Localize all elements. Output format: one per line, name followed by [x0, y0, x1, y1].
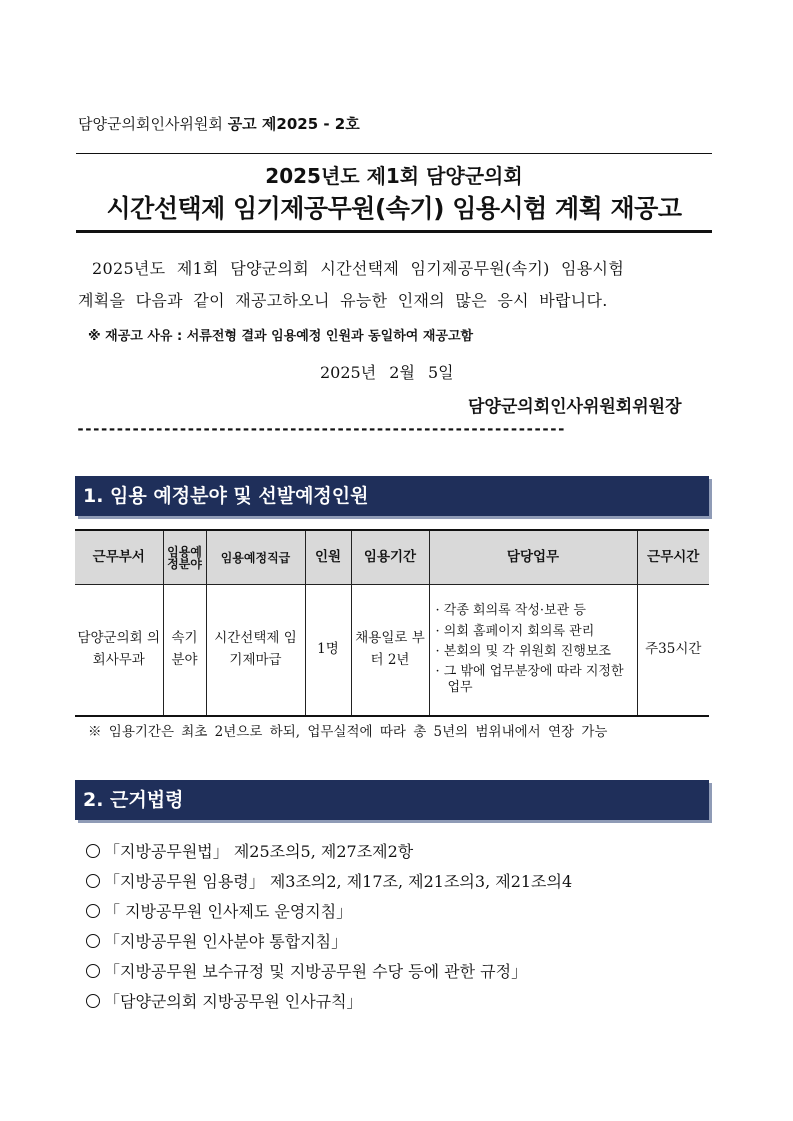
notice-body-line1: 2025년도 제1회 담양군의회 시간선택제 임기제공무원(속기) 임용시험	[92, 259, 625, 278]
law-text: 「지방공무원 임용령」 제3조의2, 제17조, 제21조의3, 제21조의4	[104, 872, 573, 891]
cell-department: 담양군의회 의회사무과	[75, 585, 163, 717]
notice-title-line2: 시간선택제 임기제공무원(속기) 임용시험 계획 재공고	[106, 194, 682, 223]
header-field: 임용예정분야	[163, 530, 206, 585]
header-duties: 담당업무	[429, 530, 637, 585]
list-item	[86, 988, 572, 1018]
list-item	[86, 868, 572, 898]
list-item	[86, 928, 572, 958]
top-rule	[76, 153, 712, 154]
circle-bullet-icon	[86, 994, 100, 1008]
notice-body-line2: 계획을 다음과 같이 재공고하오니 유능한 인재의 많은 응시 바랍니다.	[78, 291, 608, 310]
cell-duties	[429, 585, 637, 717]
issuer-name: 담양군의회인사위원회	[78, 115, 223, 133]
notice-title-line1: 2025년도 제1회 담양군의회	[265, 164, 523, 188]
notice-issuer-line	[78, 113, 360, 134]
reannouncement-reason: ※ 재공고 사유 : 서류전형 결과 임용예정 인원과 동일하여 재공고함	[88, 329, 474, 344]
circle-bullet-icon	[86, 874, 100, 888]
law-text: 「지방공무원 보수규정 및 지방공무원 수당 등에 관한 규정」	[104, 962, 528, 981]
law-text: 「담양군의회 지방공무원 인사규칙」	[104, 992, 363, 1011]
table-footnote: ※ 임용기간은 최초 2년으로 하되, 업무실적에 따라 총 5년의 범위내에서 연장 가능	[88, 724, 608, 740]
table-header-row	[75, 530, 709, 585]
cell-grade: 시간선택제 임기제마급	[206, 585, 305, 717]
header-hours: 근무시간	[637, 530, 709, 585]
table-row	[75, 585, 709, 717]
section1-header: 1. 임용 예정분야 및 선발예정인원	[75, 476, 709, 516]
section2-header: 2. 근거법령	[75, 780, 709, 820]
cell-period: 채용일로 부터 2년	[351, 585, 429, 717]
circle-bullet-icon	[86, 934, 100, 948]
list-item: · 그 밖에 업무분장에 따라 지정한 업무	[435, 664, 624, 696]
positions-table	[75, 529, 709, 717]
header-department: 근무부서	[75, 530, 163, 585]
duties-list	[432, 603, 635, 696]
title-underline	[76, 230, 712, 233]
header-period: 임용기간	[351, 530, 429, 585]
notice-number: 공고 제2025 - 2호	[227, 115, 360, 133]
notice-signer: 담양군의회인사위원회위원장	[468, 397, 682, 417]
law-text: 「 지방공무원 인사제도 운영지침」	[104, 902, 353, 921]
cell-count: 1명	[305, 585, 351, 717]
list-item	[86, 958, 572, 988]
laws-list	[86, 838, 572, 1018]
list-item	[86, 898, 572, 928]
notice-date: 2025년 2월 5일	[320, 363, 454, 382]
list-item: · 각종 회의록 작성·보관 등	[435, 603, 586, 619]
cell-hours: 주35시간	[637, 585, 709, 717]
law-text: 「지방공무원 인사분야 통합지침」	[104, 932, 348, 951]
list-item: · 본회의 및 각 위원회 진행보조	[435, 643, 611, 659]
header-grade: 임용예정직급	[206, 530, 305, 585]
dashed-separator: --------------------------------------------------------------	[76, 420, 565, 438]
law-text: 「지방공무원법」 제25조의5, 제27조제2항	[104, 842, 414, 861]
cell-field: 속기 분야	[163, 585, 206, 717]
list-item	[86, 838, 572, 868]
header-count: 인원	[305, 530, 351, 585]
circle-bullet-icon	[86, 844, 100, 858]
circle-bullet-icon	[86, 964, 100, 978]
circle-bullet-icon	[86, 904, 100, 918]
list-item: · 의회 홈페이지 회의록 관리	[435, 623, 595, 639]
